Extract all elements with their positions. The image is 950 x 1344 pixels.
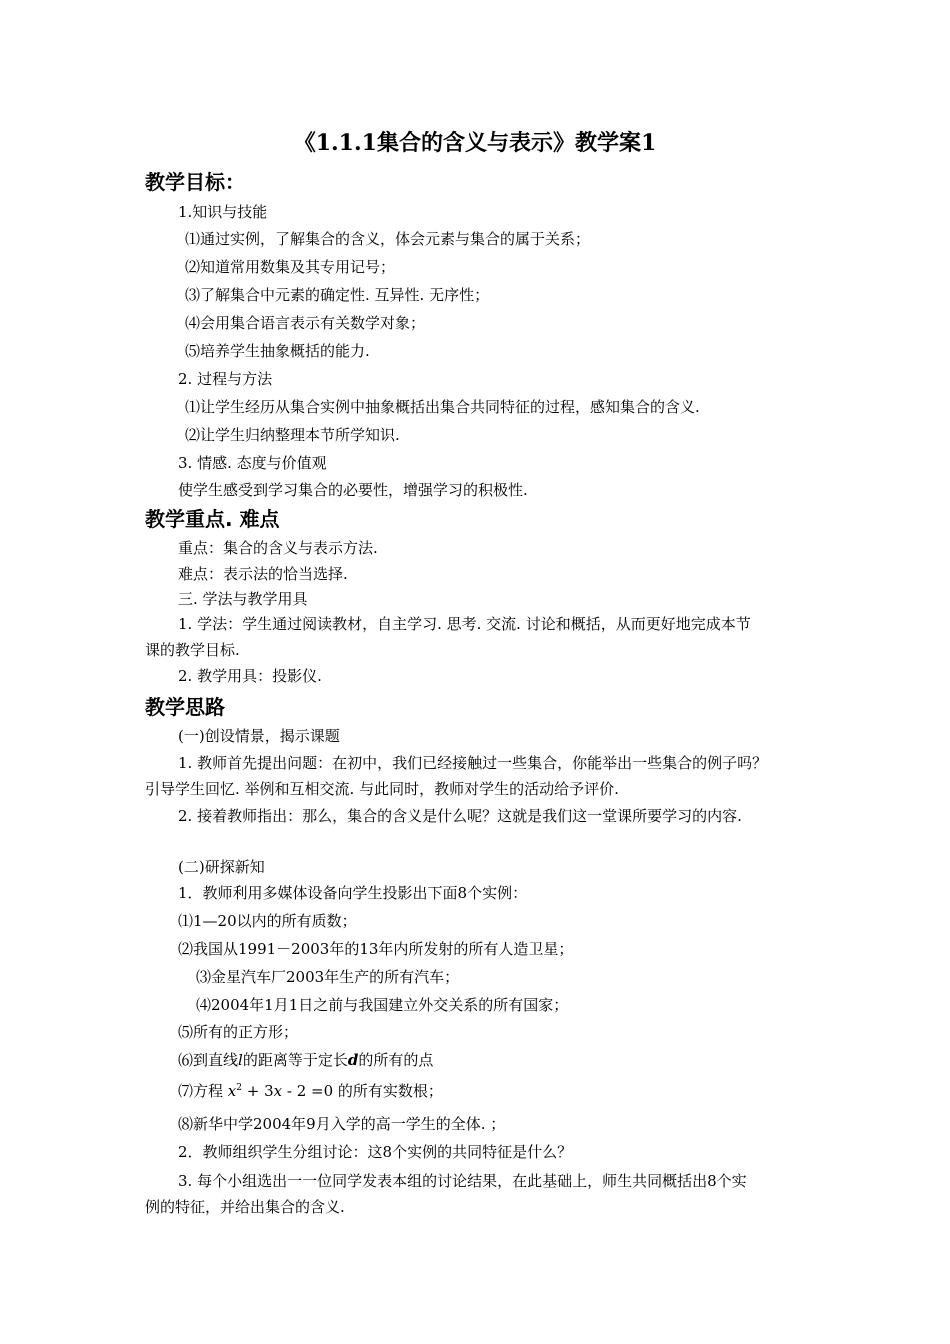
objective-line: ⑷会用集合语言表示有关数学对象； — [185, 314, 426, 332]
objective-line: 2. 过程与方法 — [178, 370, 273, 388]
keypoint-line: 三. 学法与教学用具 — [178, 590, 308, 608]
math-var-d: d — [347, 1051, 359, 1069]
math-var-l: l — [238, 1051, 243, 1069]
keypoint-line: 1. 学法：学生通过阅读教材，自主学习. 思考. 交流. 讨论和概括，从而更好地完成本节 — [178, 615, 751, 633]
approach-line: (一)创设情景，揭示课题 — [178, 727, 340, 745]
heading-keypoints: 教学重点. 难点 — [145, 507, 280, 531]
text-run: 的所有实数根； — [333, 1082, 443, 1100]
example-line: ⑷2004年1月1日之前与我国建立外交关系的所有国家； — [196, 996, 569, 1014]
heading-approach: 教学思路 — [145, 695, 225, 719]
math-run: - 2 =0 — [282, 1082, 334, 1100]
example-line: ⑶金星汽车厂2003年生产的所有汽车； — [196, 968, 460, 986]
objective-line: 1.知识与技能 — [178, 203, 268, 221]
math-run: + 3 — [241, 1082, 274, 1100]
example-line: ⑸所有的正方形； — [178, 1023, 299, 1041]
example-line-distance — [178, 1049, 433, 1070]
document-title: 《1.1.1集合的含义与表示》教学案1 — [293, 130, 657, 156]
text-run: 的所有的点 — [358, 1051, 434, 1069]
objective-line: 使学生感受到学习集合的必要性，增强学习的积极性. — [178, 481, 528, 499]
keypoint-line: 重点：集合的含义与表示方法. — [178, 539, 378, 557]
approach-line: 2. 接着教师指出：那么，集合的含义是什么呢？这就是我们这一堂课所要学习的内容. — [178, 807, 742, 825]
math-var-x: x — [273, 1082, 283, 1100]
objective-line: ⑴通过实例，了解集合的含义，体会元素与集合的属于关系； — [185, 230, 591, 248]
approach-line: 引导学生回忆. 举例和互相交流. 与此同时，教师对学生的活动给予评价. — [145, 780, 619, 798]
approach-line: 1. 教师首先提出问题：在初中，我们已经接触过一些集合，你能举出一些集合的例子吗？ — [178, 754, 768, 772]
example-line: ⑻新华中学2004年9月入学的高一学生的全体. ； — [178, 1115, 506, 1133]
objective-line: ⑸培养学生抽象概括的能力. — [185, 342, 370, 360]
approach-line: (二)研探新知 — [178, 858, 265, 876]
approach-line: 1．教师利用多媒体设备向学生投影出下面8个实例： — [178, 884, 528, 902]
example-line: ⑴1—20以内的所有质数； — [178, 912, 357, 930]
example-line: ⑵我国从1991－2003年的13年内所发射的所有人造卫星； — [178, 940, 574, 958]
objective-line: ⑵知道常用数集及其专用记号； — [185, 258, 396, 276]
text-run: ⑺方程 — [178, 1082, 228, 1100]
approach-line: 3. 每个小组选出一一位同学发表本组的讨论结果，在此基础上，师生共同概括出8个实 — [178, 1172, 747, 1190]
objective-line: ⑶了解集合中元素的确定性. 互异性. 无序性； — [185, 286, 490, 304]
approach-line: 2．教师组织学生分组讨论：这8个实例的共同特征是什么？ — [178, 1143, 573, 1161]
objective-line: ⑴让学生经历从集合实例中抽象概括出集合共同特征的过程，感知集合的含义. — [185, 398, 700, 416]
text-run: 的距离等于定长 — [242, 1051, 348, 1069]
objective-line: ⑵让学生归纳整理本节所学知识. — [185, 426, 400, 444]
keypoint-line: 课的教学目标. — [145, 641, 240, 659]
approach-line: 例的特征，并给出集合的含义. — [145, 1198, 345, 1216]
heading-objectives: 教学目标： — [145, 170, 245, 194]
example-line-equation — [178, 1080, 443, 1101]
math-var-x: x — [227, 1082, 237, 1100]
objective-line: 3. 情感. 态度与价值观 — [178, 454, 327, 472]
keypoint-line: 难点：表示法的恰当选择. — [178, 565, 348, 583]
text-run: ⑹到直线 — [178, 1051, 239, 1069]
math-exponent: 2 — [236, 1083, 242, 1093]
keypoint-line: 2. 教学用具：投影仪. — [178, 667, 322, 685]
